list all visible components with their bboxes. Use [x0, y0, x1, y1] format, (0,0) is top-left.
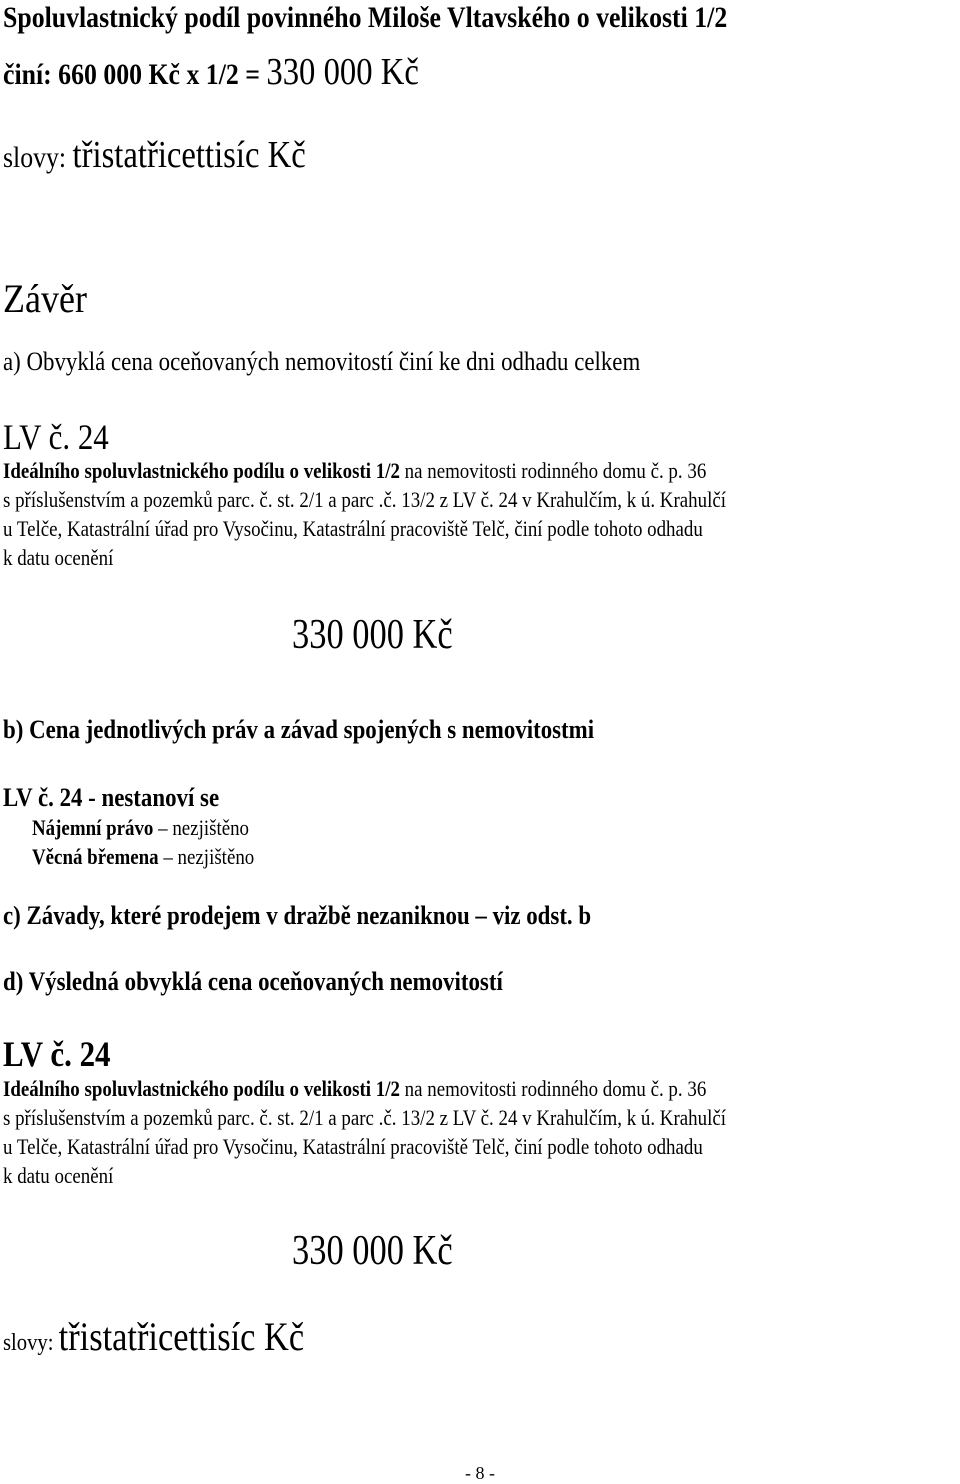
- share-in-words: slovy: třistatřicettisíc Kč: [3, 134, 306, 176]
- share-calculation: činí: 660 000 Kč x 1/2 = 330 000 Kč: [3, 51, 419, 93]
- section-b-title: b) Cena jednotlivých práv a závad spojených s nemovitostmi: [3, 715, 595, 744]
- share-calculation-result: 330 000 Kč: [266, 51, 419, 93]
- section-b-lv: LV č. 24 - nestanoví se: [3, 783, 220, 812]
- conclusion-heading: Závěr: [3, 276, 87, 321]
- section-d-amount: 330 000 Kč: [292, 1228, 453, 1274]
- section-a-description: Ideálního spoluvlastnického podílu o velikosti 1/2 na nemovitosti rodinného domu č. p. 36 s příslušenstvím a pozemků parc. č. st. 2/1 a parc .č. 13/2 z LV č. 24 v Krahulčím, k ú. Krahulčí u Telče, Katastrální úřad pro Vysočinu, Katastrální pracoviště Telč, činí podle tohoto odhadu k datu ocenění: [3, 458, 727, 570]
- section-b-item-easements: Věcná břemena – nezjištěno: [32, 844, 255, 869]
- section-a-lv: LV č. 24: [3, 417, 109, 457]
- section-a-title: a) Obvyklá cena oceňovaných nemovitostí činí ke dni odhadu celkem: [3, 347, 641, 376]
- section-d-lv: LV č. 24: [3, 1034, 111, 1074]
- ownership-share-heading: Spoluvlastnický podíl povinného Miloše Vltavského o velikosti 1/2: [3, 1, 728, 34]
- section-d-description: Ideálního spoluvlastnického podílu o velikosti 1/2 na nemovitosti rodinného domu č. p. 36 s příslušenstvím a pozemků parc. č. st. 2/1 a parc .č. 13/2 z LV č. 24 v Krahulčím, k ú. Krahulčí u Telče, Katastrální úřad pro Vysočinu, Katastrální pracoviště Telč, činí podle tohoto odhadu k datu ocenění: [3, 1076, 727, 1188]
- section-b-item-lease: Nájemní právo – nezjištěno: [32, 815, 250, 840]
- section-a-amount: 330 000 Kč: [292, 612, 453, 658]
- final-amount-in-words: slovy: třistatřicettisíc Kč: [3, 1314, 305, 1359]
- section-d-title: d) Výsledná obvyklá cena oceňovaných nemovitostí: [3, 967, 503, 996]
- section-c-title: c) Závady, které prodejem v dražbě nezaniknou – viz odst. b: [3, 901, 592, 930]
- page-number: - 8 -: [465, 1463, 495, 1483]
